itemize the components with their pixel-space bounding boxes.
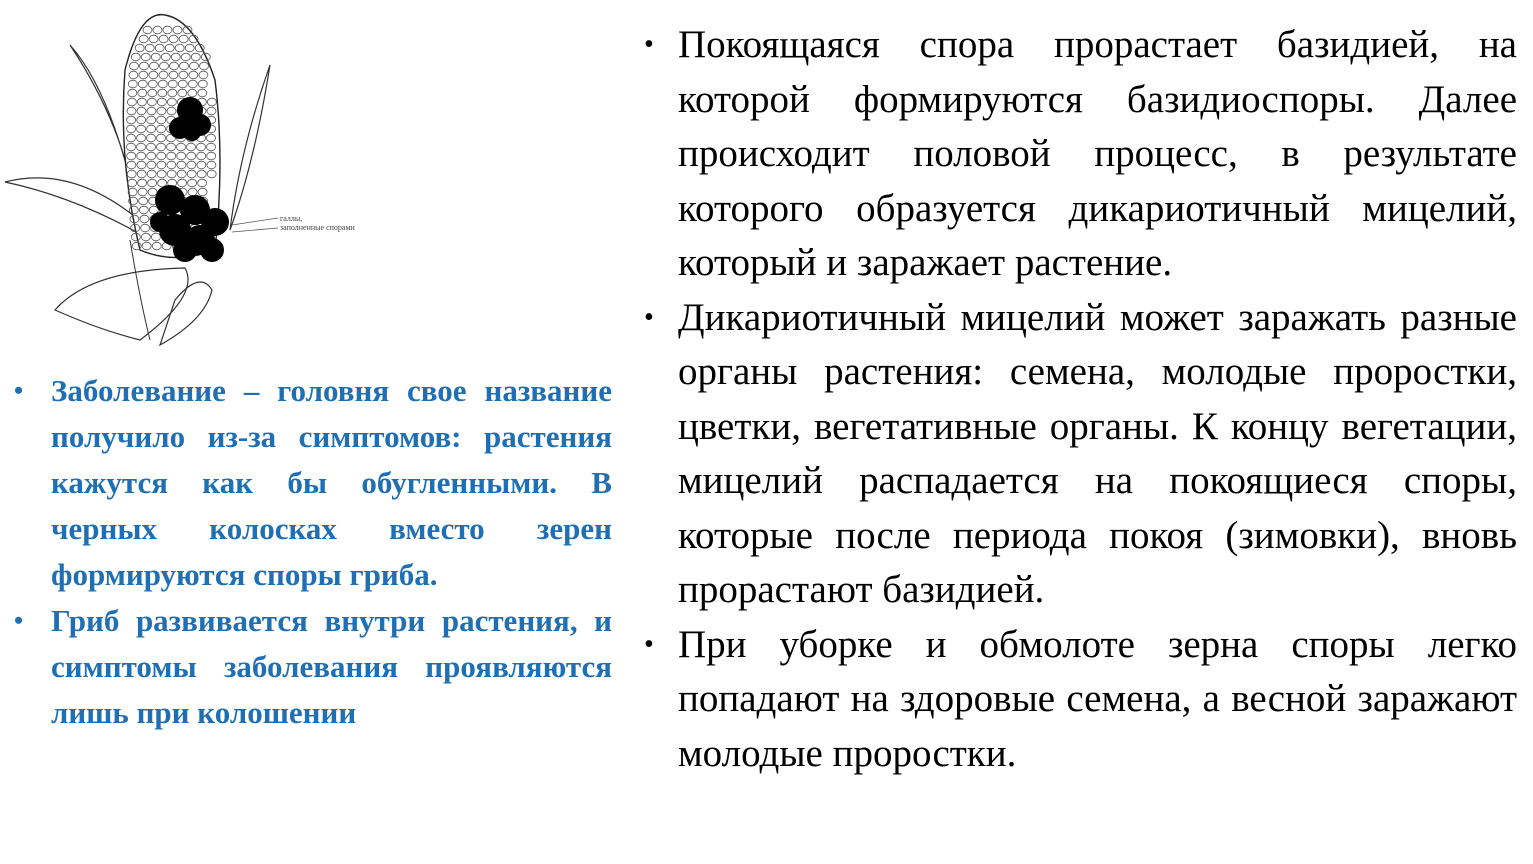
right-bullet-item [640,618,1517,782]
right-bullet-text: Дикариотичный мицелий может заражать разные органы растения: семена, молодые проростки, цветки, вегетативные органы. К концу вегетации, мицелий распадается на покоящиеся споры, которые после периода покоя (зимовки), вновь прорастают базидией. [678,295,1517,611]
bullet-marker: • [644,628,654,660]
left-bullet-text: Заболевание – головня свое название получило из-за симптомов: растения кажутся как бы обугленными. В черных колосках вместо зерен формируются споры гриба. [51,373,612,592]
right-bullet-text: Покоящаяся спора прорастает базидией, на которой формируются базидиоспоры. Далее происходит половой процесс, в результате которого образуется дикариотичный мицелий, который и заражает растение. [678,23,1517,284]
figure-caption-line2: заполненные спорами [280,223,355,232]
right-bullet-list [640,18,1517,781]
corn-smut-figure [0,0,420,360]
corn-cob-illustration [0,0,420,360]
figure-caption-line1: галлы, [280,214,303,223]
right-bullet-text: При уборке и обмолоте зерна споры легко попадают на здоровые семена, а весной заражают молодые проростки. [678,622,1517,775]
bullet-marker: • [644,301,654,333]
right-bullet-item [640,291,1517,618]
left-bullet-text: Гриб развивается внутри растения, и симптомы заболевания проявляются лишь при колошении [51,603,612,730]
left-bullet-list [14,368,612,736]
bullet-marker: • [644,29,654,60]
bullet-marker: • [14,606,24,635]
bullet-marker: • [14,376,24,405]
right-bullet-item [640,18,1517,291]
left-bullet-item [14,598,612,736]
left-bullet-item [14,368,612,598]
